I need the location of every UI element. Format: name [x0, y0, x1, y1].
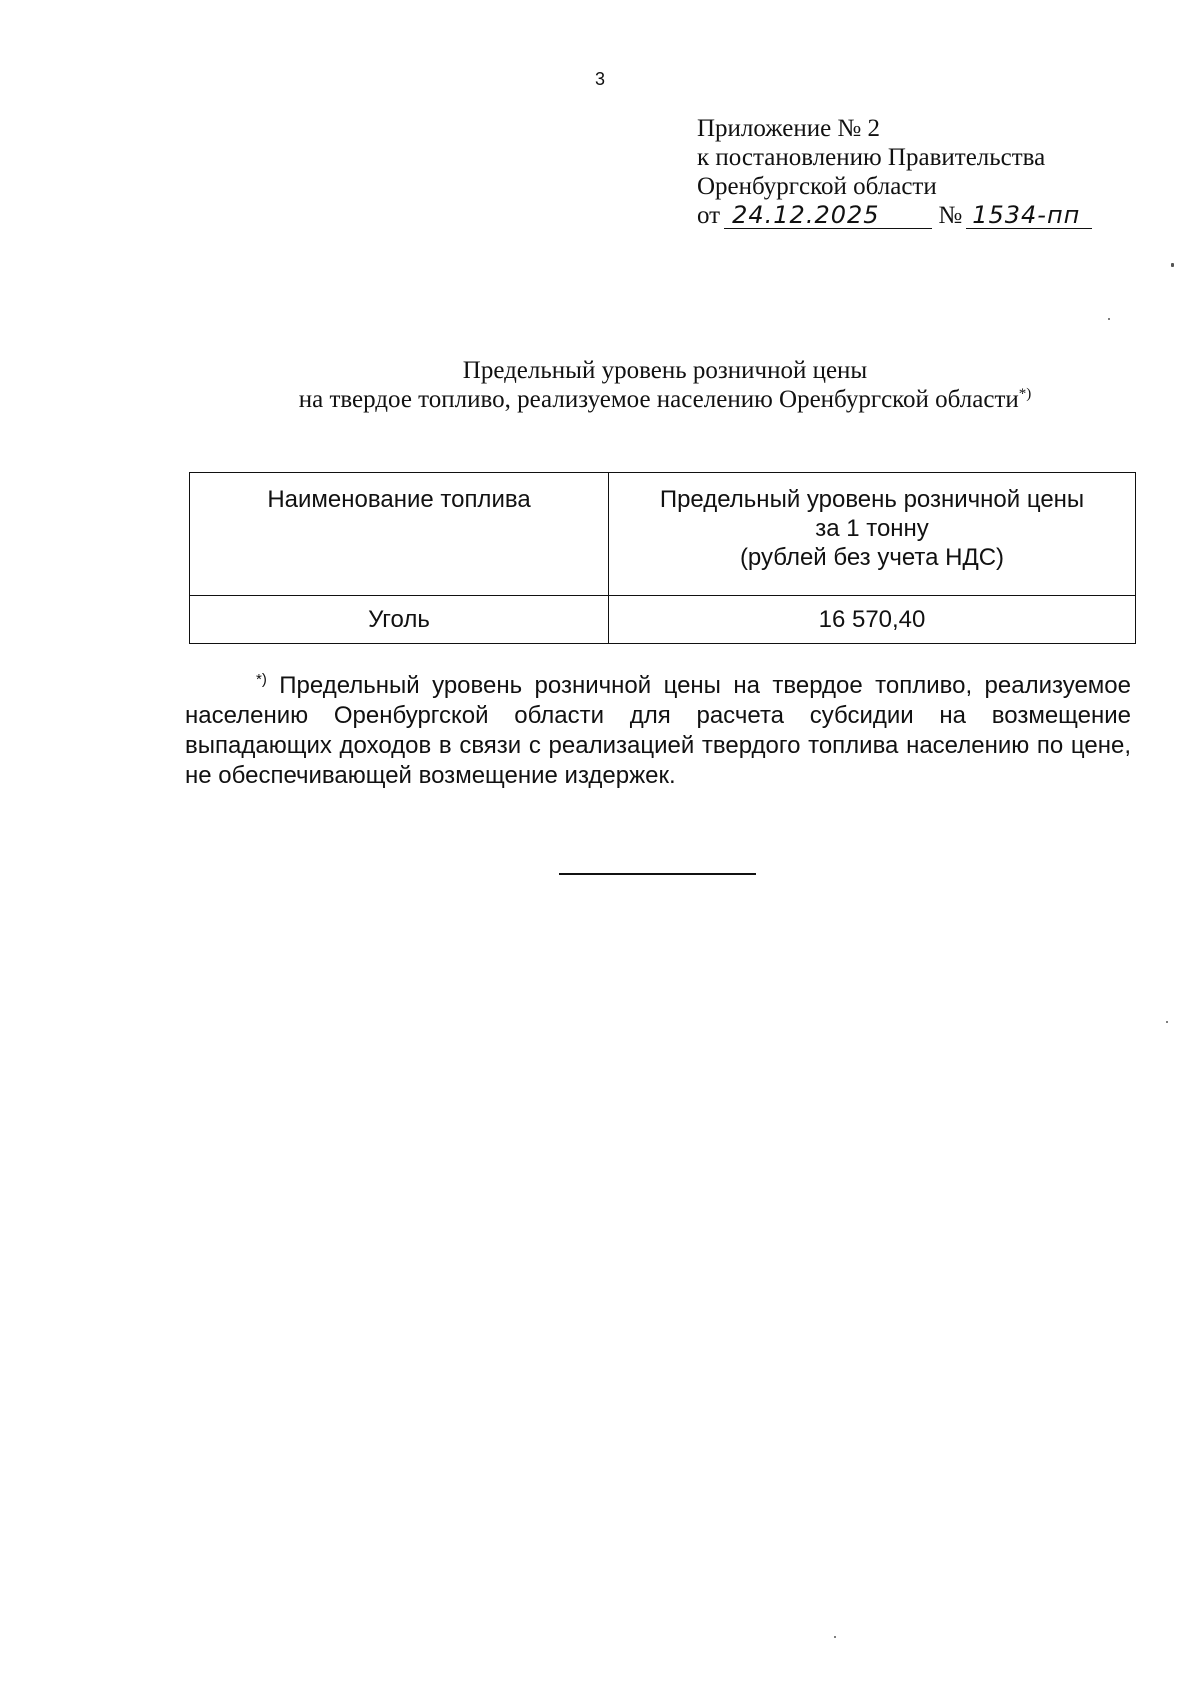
- handwritten-number: 1534-пп: [966, 203, 1092, 229]
- footnote-mark: *): [256, 671, 267, 688]
- scan-speck: [834, 1636, 836, 1638]
- date-prefix: от: [697, 202, 721, 229]
- appendix-title: Приложение № 2: [697, 115, 881, 142]
- title-line-1: Предельный уровень розничной цены: [462, 357, 868, 384]
- title-footnote-mark: *): [1018, 386, 1032, 402]
- price-cell: 16 570,40: [609, 596, 1136, 644]
- header-fuel-name: [190, 473, 609, 596]
- header-line: за 1 тонну: [815, 515, 929, 542]
- handwritten-date: 24.12.2025: [724, 203, 932, 229]
- scan-speck: [1108, 318, 1110, 320]
- title-line-2-text: на твердое топливо, реализуемое населению Оренбургской области: [298, 386, 1019, 413]
- header-line: Наименование топлива: [267, 486, 531, 513]
- page-number: 3: [594, 69, 605, 89]
- appendix-region: Оренбургской области: [697, 173, 937, 200]
- fuel-name-cell: Уголь: [190, 596, 609, 644]
- scan-speck: [1171, 263, 1174, 267]
- table-row: [190, 596, 1136, 644]
- table-header-row: [190, 473, 1136, 596]
- table-body: [190, 596, 1136, 644]
- footnote-text: Предельный уровень розничной цены на твердое топливо, реализуемое населению Оренбургской области для расчета субсидии на возмещение выпадающих доходов в связи с реализацией твердого топлива населению по цене, не обеспечивающей возмещение издержек.: [185, 672, 1131, 789]
- appendix-reference: к постановлению Правительства: [697, 144, 1046, 171]
- title-line-2: [0, 385, 1200, 414]
- number-prefix: №: [938, 202, 963, 229]
- footnote: [185, 671, 1131, 791]
- end-rule: [559, 873, 756, 875]
- scan-speck: [1166, 1021, 1168, 1023]
- header-price-limit: [609, 473, 1136, 596]
- header-line: Предельный уровень розничной цены: [659, 486, 1085, 513]
- appendix-block: [697, 114, 1092, 230]
- document-title: [0, 356, 1200, 414]
- header-line: (рублей без учета НДС): [739, 544, 1005, 571]
- price-table: [189, 472, 1136, 644]
- appendix-date-number-line: [697, 201, 1092, 230]
